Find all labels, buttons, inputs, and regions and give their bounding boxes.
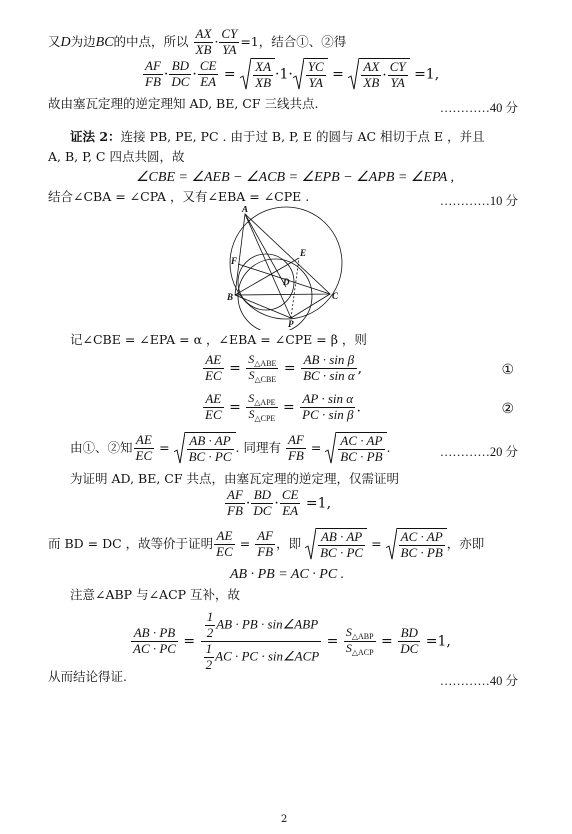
fraction: $\frac{AF}{FB}$ [227,487,243,518]
label-P: P [288,319,294,329]
fraction: $\frac{AE}{EC}$ [216,528,233,559]
geometry-figure [222,206,348,330]
sqrt [293,58,328,91]
proof-2-heading: 证法 2： [70,129,121,144]
label-E: E [300,248,307,258]
equivalence-line: 而 BD = DC ，故等价于证明 $\frac{AE}{EC}$ = $\frac{AF}{FB}$ ，即 $\frac{AB \cdot AP}{BC \cdot PC}$ = $\frac{AC \cdot AP}{BC \cdot PB}$ ，亦即 [48,528,485,560]
fraction: $\frac{BD}{DC}$ [171,58,190,89]
fraction: $\frac{BD}{DC}$ [400,624,419,656]
angle-note: 结合∠CBA = ∠CPA ，又有∠EBA = ∠CPE . [48,189,310,204]
score-40-b: …………40 分 [439,674,518,688]
fraction: $\frac{AB \cdot AP}{BC \cdot PC}$ [188,433,232,464]
supplementary-note: 注意∠ABP 与∠ACP 互补，故 [70,587,241,602]
score-20: …………20 分 [439,445,518,459]
area-ratio-equation: $\frac{AB \cdot PB}{AC \cdot PC}$ = $\frac{1}{2}$ AB · PB · sin∠ABP $\frac{1}{2}$ AC · PC · sin∠ACP = $\frac{S_{\triangle ABP}}{S_{\triangle ACP}}$ = $\frac{BD}{DC}$ =1, [133,609,451,672]
sqrt: $\frac{AX}{XB}$ · $\frac{CY}{YA}$ [348,58,409,91]
proof-2-intro [70,131,485,144]
sqrt [386,528,447,561]
conclusion-line-1: 故由塞瓦定理的逆定理知 AD, BE, CF 三线共点. [48,96,319,111]
fraction: $\frac{BD}{DC}$ [253,487,272,518]
product-equation: AB · PB = AC · PC . [230,567,345,582]
fraction: $\frac{AC \cdot AP}{BC \cdot PB}$ [400,529,443,560]
text: 而 BD = DC ，故等价于证明 [48,535,214,551]
label-F: F [231,256,238,266]
sqrt [240,58,275,91]
label-B: B [227,292,234,302]
fraction: $\frac{AE}{EC}$ [205,391,222,423]
angle-equation: ∠CBE = ∠AEB − ∠ACB = ∠EPB − ∠APB = ∠EPA , [136,170,454,185]
fraction: $\frac{\text{AP · sin α}}{\text{PC · sin β}}$ [302,391,354,423]
label-D: D [283,277,290,287]
text: 又 [48,33,61,49]
fraction: $\frac{1}{2}$ AB · PB · sin∠ABP $\frac{1}{2}$ AC · PC · sin∠ACP [201,610,322,673]
text: =1，结合①、②得 [240,33,347,49]
proof-2-line-2: A, B, P, C 四点共圆，故 [48,149,185,164]
text: . 同理有 [235,439,281,455]
text: ，即 [276,535,302,551]
equation-1: $\frac{AE}{EC}$ = $\frac{S_{\triangle ABE}}{S_{\triangle CBE}}$ = $\frac{\text{AB · sin β}}{\text{BC · sin α}}$ , [205,352,363,385]
sqrt [305,528,367,561]
fraction: $\frac{YC}{YA}$ [307,59,324,90]
segments-pb-pc [235,294,330,318]
page-number: 2 [281,814,288,825]
fraction: $\frac{S_{\triangle ABE}}{S_{\triangle CBE}}$ [248,352,277,385]
fraction: $\frac{AE}{EC}$ [135,432,153,463]
eq-number-1: ① [501,362,514,378]
fraction: $\frac{AF}{FB}$ [287,432,304,463]
fraction: $\frac{AB \cdot PB}{AC \cdot PC}$ [133,624,176,656]
ceva-product-equation: $\frac{AF}{FB}$ · $\frac{BD}{DC}$ · $\frac{CE}{EA}$ = $\frac{XA}{XB}$ ·1· $\frac{YC}{YA}$ = $\frac{AX}{XB}$ · $\frac{CY}{YA}$ =1, [145,58,440,90]
derived-ratios: 由①、②知 $\frac{AE}{EC}$ = $\frac{AB \cdot AP}{BC \cdot PC}$ . 同理有 $\frac{AF}{FB}$ = $\frac{AC \cdot AP}{BC \cdot PB}$ . [70,432,391,464]
var-D: D [60,34,71,50]
fraction: $\frac{AF}{FB}$ [257,528,274,559]
score-40-a: …………40 分 [439,101,518,115]
fraction: $\frac{CE}{EA}$ [281,487,299,518]
fraction: $\frac{AX}{XB}$ [363,59,380,90]
score-10: …………10 分 [439,194,518,208]
angle-definitions: 记∠CBE = ∠EPA = α ，∠EBA = ∠CPE = β ，则 [70,332,367,347]
fraction: $\frac{XA}{XB}$ [255,59,272,90]
fraction: $\frac{S_{\triangle ABP}}{S_{\triangle ACP}}$ [345,624,374,657]
text: ，亦即 [446,535,485,551]
fraction-CY-YA: $\frac{CY}{YA}$ [221,26,238,57]
label-A: A [242,206,249,214]
fraction: $\frac{S_{\triangle APE}}{S_{\triangle CPE}}$ [248,391,276,424]
text: 由①、②知 [70,439,133,455]
ceva-goal-equation: $\frac{AF}{FB}$ · $\frac{BD}{DC}$ · $\frac{CE}{EA}$ =1, [227,487,332,518]
fraction: $\frac{AF}{FB}$ [145,58,161,89]
final-conclusion: 从而结论得证. [48,669,127,684]
fraction: $\frac{AE}{EC}$ [205,352,222,384]
text: 的中点，所以 [113,33,189,49]
text: 连接 PB, PE, PC . 由于过 B, P, E 的圆与 AC 相切于点 E ，并且 [120,129,485,144]
fraction: $\frac{CE}{EA}$ [199,58,217,89]
label-C: C [332,291,339,301]
text: 为边 [70,33,96,49]
var-BC: BC [95,34,114,50]
sqrt [325,432,386,465]
goal-statement: 为证明 AD, BE, CF 共点，由塞瓦定理的逆定理，仅需证明 [70,471,399,486]
fraction: $\frac{CY}{YA}$ [389,59,406,90]
eq-number-2: ② [501,401,514,417]
sqrt [174,432,236,465]
fraction: $\frac{AB \cdot AP}{BC \cdot PC}$ [320,529,364,560]
fraction-AX-XB: $\frac{AX}{XB}$ [195,26,212,57]
fraction: $\frac{AC \cdot AP}{BC \cdot PB}$ [340,433,383,464]
equation-2: $\frac{AE}{EC}$ = $\frac{S_{\triangle APE}}{S_{\triangle CPE}}$ = $\frac{\text{AP · sin α}}{\text{PC · sin β}}$ . [205,391,361,424]
line-1: 又D为边BC的中点，所以 $\frac{AX}{XB}$ · $\frac{CY}{YA}$ =1，结合①、②得 [48,26,347,57]
fraction: $\frac{\text{AB · sin β}}{\text{BC · sin α}}$ [303,352,355,384]
